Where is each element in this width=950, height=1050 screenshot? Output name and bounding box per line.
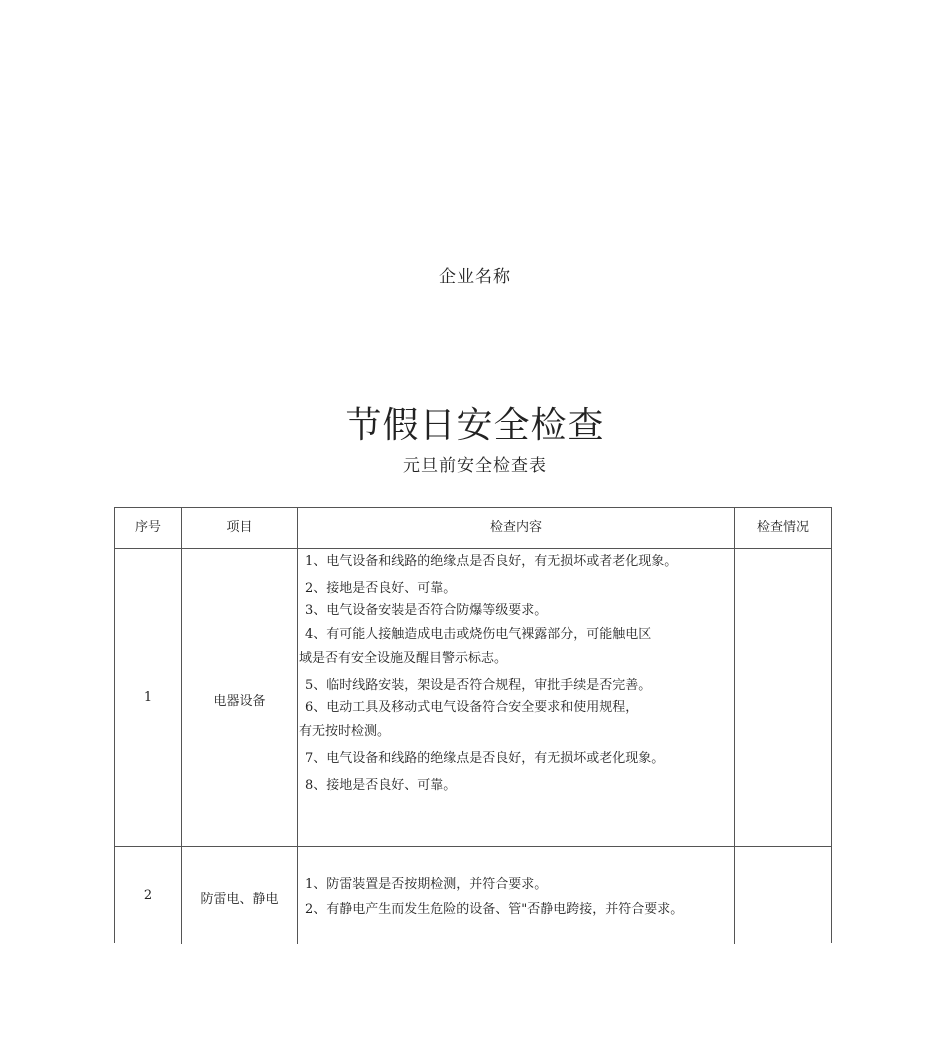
column-divider — [297, 508, 298, 944]
content-line: 6、电动工具及移动式电气设备符合安全要求和使用规程， — [305, 700, 639, 715]
row-divider — [115, 548, 831, 549]
header-status: 检查情况 — [756, 520, 809, 535]
row-divider — [115, 846, 831, 847]
content-line: 2、接地是否良好、可靠。 — [305, 581, 457, 596]
header-item: 项目 — [226, 520, 253, 535]
inspection-table — [114, 507, 832, 943]
content-line: 域是否有安全设施及醒目警示标志。 — [299, 651, 508, 666]
row-item: 电器设备 — [213, 694, 266, 709]
header-no: 序号 — [134, 520, 161, 535]
content-line: 有无按时检测。 — [299, 724, 391, 739]
page-title: 节假日安全检查 — [345, 405, 605, 446]
content-line: 2、有静电产生而发生危险的设备、管"否静电跨接，并符合要求。 — [305, 902, 684, 917]
content-line: 5、临时线路安装，架设是否符合规程，审批手续是否完善。 — [305, 678, 652, 693]
content-line: 3、电气设备安装是否符合防爆等级要求。 — [305, 603, 548, 618]
page-subtitle: 元旦前安全检查表 — [403, 456, 547, 476]
company-name: 企业名称 — [439, 267, 511, 287]
row-number: 1 — [143, 690, 153, 705]
row-number: 2 — [143, 888, 153, 903]
content-line: 8、接地是否良好、可靠。 — [305, 778, 457, 793]
column-divider — [734, 508, 735, 944]
content-line: 1、电气设备和线路的绝缘点是否良好，有无损坏或者老化现象。 — [305, 554, 678, 569]
row-item: 防雷电、静电 — [200, 892, 279, 907]
content-line: 4、有可能人接触造成电击或烧伤电气裸露部分，可能触电区 — [305, 627, 652, 642]
header-content: 检查内容 — [489, 520, 542, 535]
column-divider — [181, 508, 182, 944]
content-line: 7、电气设备和线路的绝缘点是否良好，有无损坏或老化现象。 — [305, 751, 665, 766]
content-line: 1、防雷装置是否按期检测，并符合要求。 — [305, 877, 548, 892]
